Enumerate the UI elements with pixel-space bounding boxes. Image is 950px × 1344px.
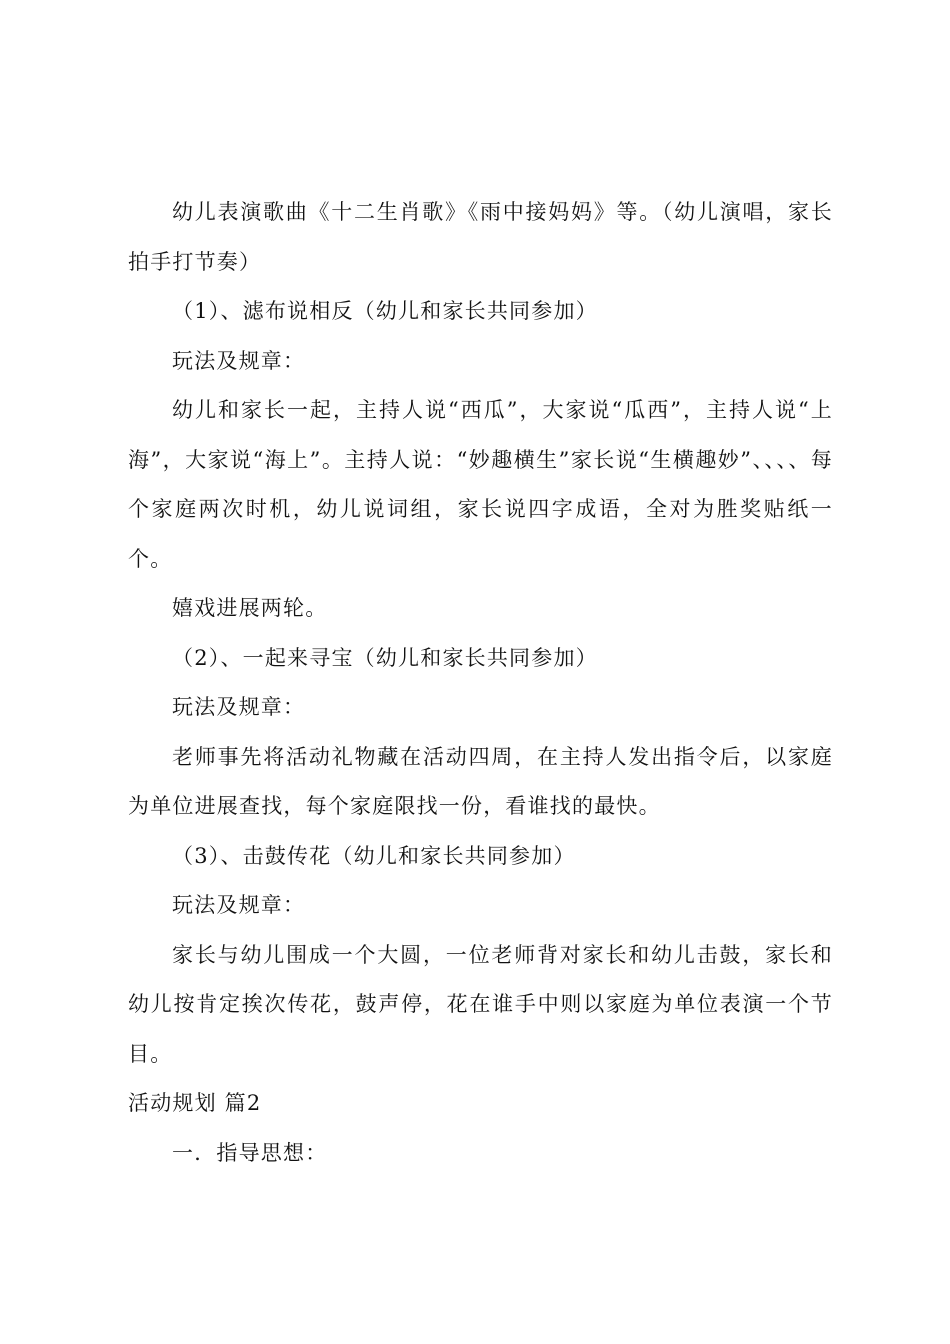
game-1-rounds-note: 嬉戏进展两轮。 [172, 596, 328, 620]
paragraph-song-performance: 幼儿表演歌曲《十二生肖歌》《雨中接妈妈》等。（幼儿演唱，家长拍手打节奏） [128, 200, 833, 274]
game-1-title: （1）、滤布说相反（幼儿和家长共同参加） [172, 299, 598, 323]
game-3-title: （3）、击鼓传花（幼儿和家长共同参加） [172, 843, 576, 868]
section-guiding-thought: 一．指导思想： [172, 1140, 328, 1165]
game-2-rules-label: 玩法及规章： [172, 695, 306, 719]
section-heading-plan-2: 活动规划 篇2 [128, 1091, 262, 1115]
game-3-rules-label: 玩法及规章： [172, 893, 306, 917]
game-1-rules-label: 玩法及规章： [172, 348, 306, 373]
game-2-rules-text: 老师事先将活动礼物藏在活动四周，在主持人发出指令后，以家庭为单位进展查找，每个家庭限找一份，看谁找的最快。 [128, 744, 833, 818]
game-3-rules-text: 家长与幼儿围成一个大圆，一位老师背对家长和幼儿击鼓，家长和幼儿按肯定挨次传花，鼓声停，花在谁手中则以家庭为单位表演一个节目。 [128, 942, 833, 1066]
game-2-title: （2）、一起来寻宝（幼儿和家长共同参加） [172, 645, 598, 670]
game-1-rules-text: 幼儿和家长一起，主持人说“西瓜”，大家说“瓜西”，主持人说“上海”，大家说“海上”。主持人说：“妙趣横生”家长说“生横趣妙”、、、、每个家庭两次时机，幼儿说词组，家长说四字成语，全对为胜奖贴纸一个。 [128, 398, 833, 571]
document-page [128, 188, 833, 1178]
